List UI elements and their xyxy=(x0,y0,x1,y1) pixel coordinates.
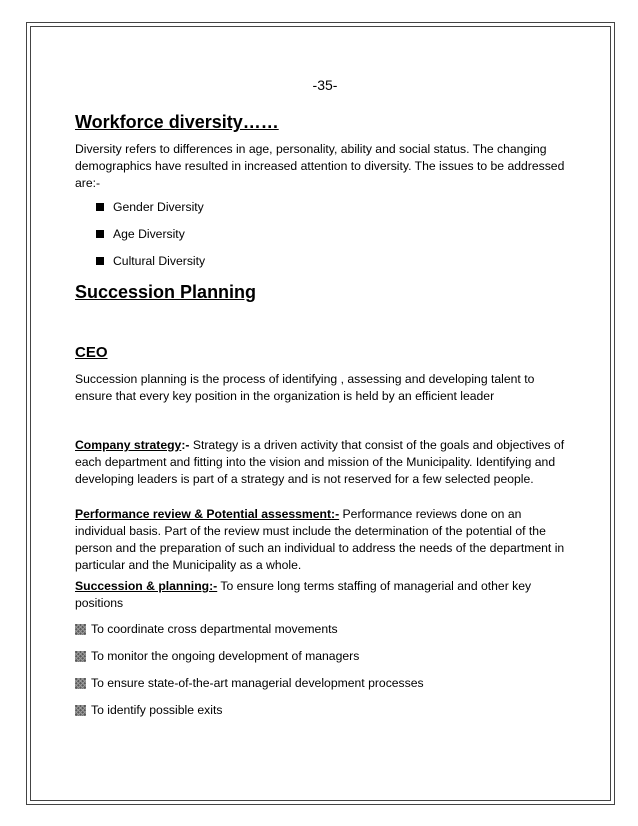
square-bullet-icon xyxy=(96,203,104,211)
diversity-list xyxy=(96,199,205,280)
succession-planning-text: To ensure long terms staffing of managerial and other key positions xyxy=(75,579,532,610)
checkered-bullet-icon xyxy=(75,705,86,716)
page-number: -35- xyxy=(312,77,338,93)
performance-review-paragraph xyxy=(75,506,565,574)
list-item: Cultural Diversity xyxy=(96,253,205,280)
ceo-paragraph: Succession planning is the process of identifying , assessing and developing talent to ensure that every key position in the organization is held by an efficient leader xyxy=(75,372,535,403)
succession-planning-label: Succession & planning:- xyxy=(75,579,218,593)
company-strategy-separator: :- xyxy=(181,438,190,452)
checkered-bullet-icon xyxy=(75,651,86,662)
workforce-diversity-heading: Workforce diversity…… xyxy=(75,112,279,132)
company-strategy-paragraph xyxy=(75,437,565,488)
company-strategy-text: Strategy is a driven activity that consist of the goals and objectives of each department and fitting into the vision and mission of the Municipality. Identifying and developing leaders is part of a strategy and is not reserved for a few selected people. xyxy=(75,438,565,486)
list-item: To coordinate cross departmental movements xyxy=(75,621,424,648)
performance-review-label: Performance review & Potential assessment:- xyxy=(75,507,340,521)
succession-objectives-list xyxy=(75,621,424,729)
succession-planning-heading: Succession Planning xyxy=(75,282,257,302)
square-bullet-icon xyxy=(96,230,104,238)
company-strategy-label: Company strategy xyxy=(75,438,182,452)
ceo-heading: CEO xyxy=(75,344,108,361)
list-item: To monitor the ongoing development of managers xyxy=(75,648,424,675)
performance-review-text: Performance reviews done on an individual basis. Part of the review must include the determination of the potential of the person and the preparation of such an individual to address the needs of the department in particular and the Municipality as a whole. xyxy=(75,507,565,572)
square-bullet-icon xyxy=(96,257,104,265)
list-item: Gender Diversity xyxy=(96,199,205,226)
checkered-bullet-icon xyxy=(75,624,86,635)
list-item: Age Diversity xyxy=(96,226,205,253)
checkered-bullet-icon xyxy=(75,678,86,689)
succession-planning-paragraph xyxy=(75,578,565,612)
list-item: To identify possible exits xyxy=(75,702,424,729)
list-item: To ensure state-of-the-art managerial development processes xyxy=(75,675,424,702)
workforce-diversity-paragraph: Diversity refers to differences in age, personality, ability and social status. The changing demographics have resulted in increased attention to diversity. The issues to be addressed are:- xyxy=(75,142,565,190)
